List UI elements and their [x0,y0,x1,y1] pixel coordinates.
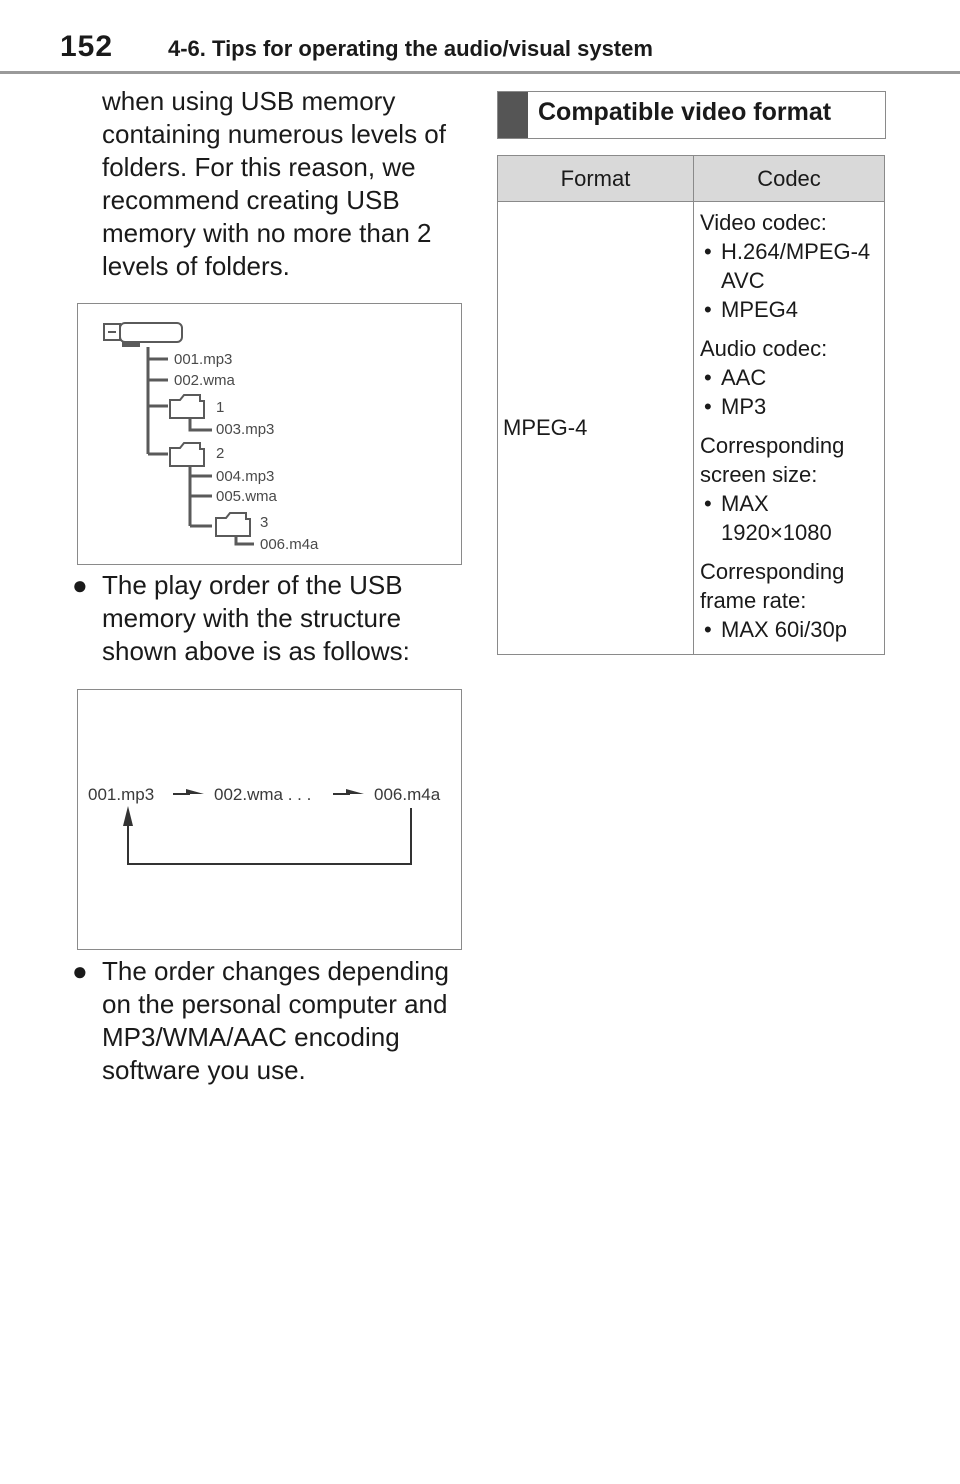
codec-group-video [700,208,878,324]
page-header [0,0,960,76]
bullet-icon: ● [72,956,88,986]
codec-item-text: AAC [721,365,767,390]
usb-memory-icon [104,323,182,347]
folder-2-icon [170,443,204,466]
folder-1-icon [170,395,204,418]
codec-group-frame-rate [700,557,878,644]
codec-item [700,295,878,324]
video-format-table [497,155,885,655]
bullet-dot-icon: • [704,239,712,264]
codec-group-label: Corresponding frame rate: [700,559,845,613]
bullet-order-changes [72,955,462,1087]
bullet-dot-icon: • [704,394,712,419]
codec-item-text: MP3 [721,394,767,419]
table-header-row [498,156,885,202]
bullet-text: The order changes depending on the personal computer and MP3/WMA/AAC encoding software you use. [102,956,449,1085]
tree-file: 004.mp3 [216,468,275,485]
table-header-format: Format [498,156,694,202]
arrow-right-icon [173,789,204,794]
play-order-diagram [78,690,461,949]
header-divider [0,71,960,74]
bullet-play-order [72,569,462,668]
tree-folder-label: 1 [216,399,225,416]
play-order-last: 006.m4a [374,785,441,804]
bullet-dot-icon: • [704,365,712,390]
bullet-dot-icon: • [704,297,712,322]
tree-file: 006.m4a [260,536,319,553]
codec-item [700,363,878,392]
play-order-figure [77,689,462,950]
folder-tree-diagram [78,304,461,564]
bullet-text: The play order of the USB memory with the structure shown above is as follows: [102,570,410,666]
play-order-first: 001.mp3 [88,785,155,804]
codec-item [700,615,878,644]
page-number: 152 [60,30,114,63]
tree-folder-label: 3 [260,514,269,531]
table-header-codec: Codec [694,156,885,202]
tree-folder-label: 2 [216,445,225,462]
bullet-dot-icon: • [704,617,712,642]
play-order-second: 002.wma . . . [214,785,312,804]
folder-icons [170,395,250,536]
video-format-heading: Compatible video format [538,98,832,126]
folder-3-icon [216,513,250,536]
codec-item-text: H.264/MPEG-4 AVC [721,239,871,293]
bullet-dot-icon: • [704,491,712,516]
codec-group-label: Audio codec: [700,336,828,361]
codec-group-label: Video codec: [700,210,827,235]
intro-paragraph: when using USB memory containing numerous levels of folders. For this reason, we recommend creating USB memory with no more than 2 levels of folders. [102,86,446,281]
arrow-right-icon [333,789,364,794]
codec-item-text: MAX 1920×1080 [721,491,832,545]
tree-file: 002.wma [174,372,235,389]
format-cell: MPEG-4 [498,202,694,655]
codec-item [700,489,878,547]
tree-file: 005.wma [216,488,277,505]
codec-group-audio [700,334,878,421]
loop-back-arrow [123,806,411,864]
folder-structure-figure [77,303,462,565]
codec-item [700,237,878,295]
tree-file: 003.mp3 [216,421,275,438]
codec-group-screen-size [700,431,878,547]
codec-item [700,392,878,421]
tree-file: 001.mp3 [174,351,233,368]
section-title: 4-6. Tips for operating the audio/visual system [168,36,653,61]
codec-item-text: MPEG4 [721,297,799,322]
heading-tab-marker [498,92,528,138]
bullet-icon: ● [72,570,88,600]
codec-group-label: Corresponding screen size: [700,433,845,487]
codec-item-text: MAX 60i/30p [721,617,847,642]
table-row [498,202,885,655]
video-format-heading-box [497,91,886,139]
codec-cell [694,202,885,655]
